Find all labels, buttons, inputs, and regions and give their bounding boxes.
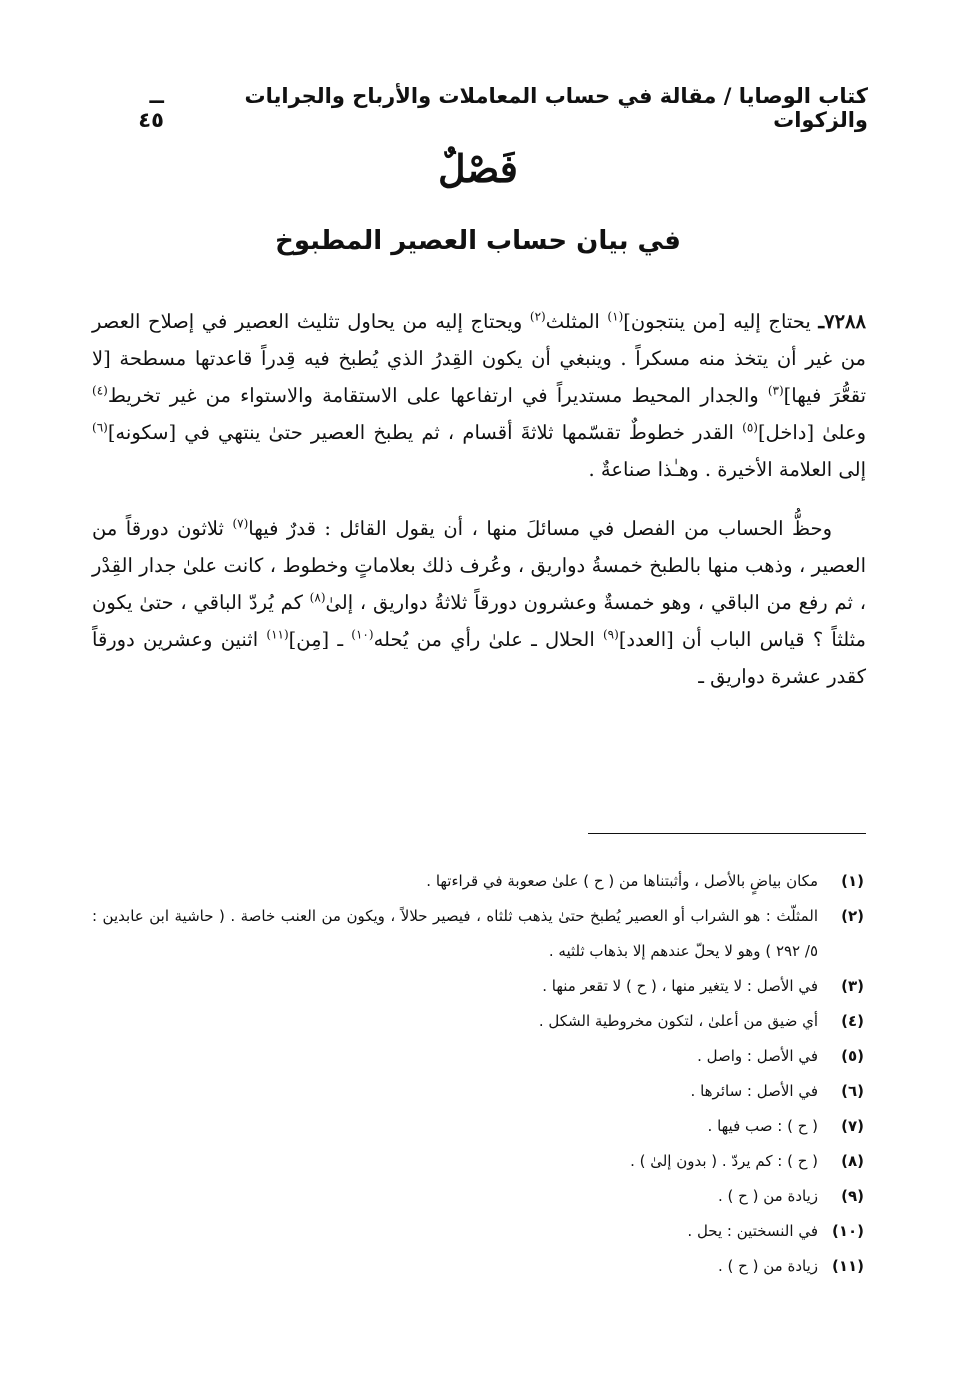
- footnote-text: المثلّث : هو الشراب أو العصير يُطبخ حتىٰ يذهب ثلثاه ، فيصير حلالاً ، ويكون من العنب خاصة . ( حاشية ابن عابدين : ٥/ ٢٩٢ ) وهو لا يحلّ عندهم إلا بذهاب ثلثيه .: [92, 907, 818, 960]
- footnote-number: (٥): [841, 1047, 864, 1065]
- footnote-item: [92, 969, 864, 1004]
- text-segment: ثلاثون دورقاً من العصير ، وذهب منها بالطبخ خمسةُ دواريق ، وعُرف ذلك بعلاماتٍ وخطوط ، كانت علىٰ جدار القِدْر ، ثم رفع من الباقي ، وهو خمسةٌ وعشرون دورقاً ثلاثةُ دواريق ، إلىٰ: [92, 517, 866, 614]
- footnote-ref-1[interactable]: (١): [607, 309, 624, 324]
- text-segment: كم يُردّ الباقي ، حتىٰ يكون مثلثاً ؟ قياس الباب أن [العدد]: [92, 591, 866, 651]
- footnote-ref-7[interactable]: (٧): [232, 516, 249, 531]
- footnote-ref-2[interactable]: (٢): [529, 309, 546, 324]
- footnote-item: [92, 864, 864, 899]
- text-segment: ويحتاج إليه من يحاول تثليث العصير في إصلاح العصر من غير أن يتخذ منه مسكراً . وينبغي أن يكون القِدرُ الذي يُطبخ فيه قِدراً قاعدتها مسطحة [لا تقعُّرَ فيها]: [92, 310, 866, 407]
- running-title: كتاب الوصايا / مقالة في حساب المعاملات والأرباح والجرايات والزكوات: [244, 84, 868, 132]
- footnote-number: (٦): [841, 1082, 864, 1100]
- header-dash: ــ: [149, 84, 164, 108]
- footnote-separator: [588, 833, 866, 834]
- footnote-text: في الأصل : سائرها .: [690, 1082, 818, 1100]
- footnote-item: [92, 1039, 864, 1074]
- entry-number: ٧٢٨٨ـ: [818, 310, 866, 333]
- footnote-item: [92, 1004, 864, 1039]
- main-text: [92, 303, 866, 695]
- footnote-text: في الأصل : واصل .: [697, 1047, 818, 1065]
- footnote-ref-5[interactable]: (٥): [742, 420, 758, 435]
- footnote-ref-8[interactable]: (٨): [309, 590, 326, 605]
- footnote-text: ( ح ) : كم يردّ . ( بدون إلىٰ ) .: [630, 1152, 818, 1170]
- page-number: ٤٥: [138, 108, 164, 132]
- footnote-ref-9[interactable]: (٩): [602, 627, 619, 642]
- footnote-item: [92, 1144, 864, 1179]
- text-segment: وحظُّ الحساب من الفصل في مسائلَ منها ، أن يقول القائل : قدرٌ فيها: [248, 517, 832, 540]
- footnote-number: (٤): [841, 1012, 864, 1030]
- footnote-number: (١١): [831, 1257, 864, 1275]
- footnote-ref-10[interactable]: (١٠): [351, 627, 374, 642]
- footnote-text: في الأصل : لا يتغير منها ، ( ح ) لا تقعر منها .: [542, 977, 818, 995]
- footnote-item: [92, 899, 864, 969]
- text-segment: وعلىٰ [داخل]: [757, 421, 866, 444]
- running-header: [118, 84, 868, 132]
- paragraph-2: [92, 510, 866, 695]
- page-number-group: [118, 84, 164, 132]
- footnote-item: [92, 1249, 864, 1284]
- footnote-text: مكان بياضٍ بالأصل ، وأثبتناها من ( ح ) علىٰ صعوبة في قراءتها .: [426, 872, 818, 890]
- chapter-title: في بيان حساب العصير المطبوخ: [275, 226, 681, 256]
- text-segment: إلى العلامة الأخيرة . وهـٰذا صناعةٌ .: [588, 458, 866, 481]
- footnote-text: زيادة من ( ح ) .: [718, 1257, 818, 1275]
- footnote-ref-3[interactable]: (٣): [767, 383, 784, 398]
- text-segment: يحتاج إليه [من ينتجون]: [623, 310, 819, 333]
- text-segment: اثنين وعشرين دورقاً كقدر عشرة دواريق ـ: [92, 628, 866, 688]
- footnote-number: (١٠): [831, 1222, 864, 1240]
- footnote-number: (٩): [841, 1187, 864, 1205]
- text-segment: والجدار المحيط مستديراً في ارتفاعها على الاستقامة والاستواء من غير تخريط: [107, 384, 768, 407]
- text-segment: الحلال ـ علىٰ رأي من يُحله: [373, 628, 603, 651]
- footnote-item: [92, 1074, 864, 1109]
- footnote-number: (٢): [841, 907, 864, 925]
- footnote-ref-6[interactable]: (٦): [92, 420, 108, 435]
- text-segment: القدر خطوطٌ تقسّمها ثلاثةَ أقسام ، ثم يطبخ العصير حتىٰ ينتهي في [سكونه]: [107, 421, 743, 444]
- footnote-number: (١): [841, 872, 864, 890]
- footnote-ref-4[interactable]: (٤): [92, 383, 108, 398]
- text-segment: ـ [مِن]: [288, 628, 352, 651]
- footnote-text: أي ضيق من أعلىٰ ، لتكون مخروطية الشكل .: [538, 1012, 818, 1030]
- footnote-ref-11[interactable]: (١١): [266, 627, 289, 642]
- footnote-item: [92, 1214, 864, 1249]
- section-label: فَصْلٌ: [438, 146, 518, 191]
- footnote-text: في النسختين : يحل .: [687, 1222, 818, 1240]
- footnote-item: [92, 1109, 864, 1144]
- footnote-number: (٧): [841, 1117, 864, 1135]
- footnote-text: زيادة من ( ح ) .: [718, 1187, 818, 1205]
- footnote-text: ( ح ) : صب فيها .: [707, 1117, 818, 1135]
- footnotes-list: [92, 864, 864, 1284]
- text-segment: المثلث: [545, 310, 608, 333]
- footnote-item: [92, 1179, 864, 1214]
- footnote-number: (٣): [841, 977, 864, 995]
- paragraph-1: [92, 303, 866, 488]
- footnote-number: (٨): [841, 1152, 864, 1170]
